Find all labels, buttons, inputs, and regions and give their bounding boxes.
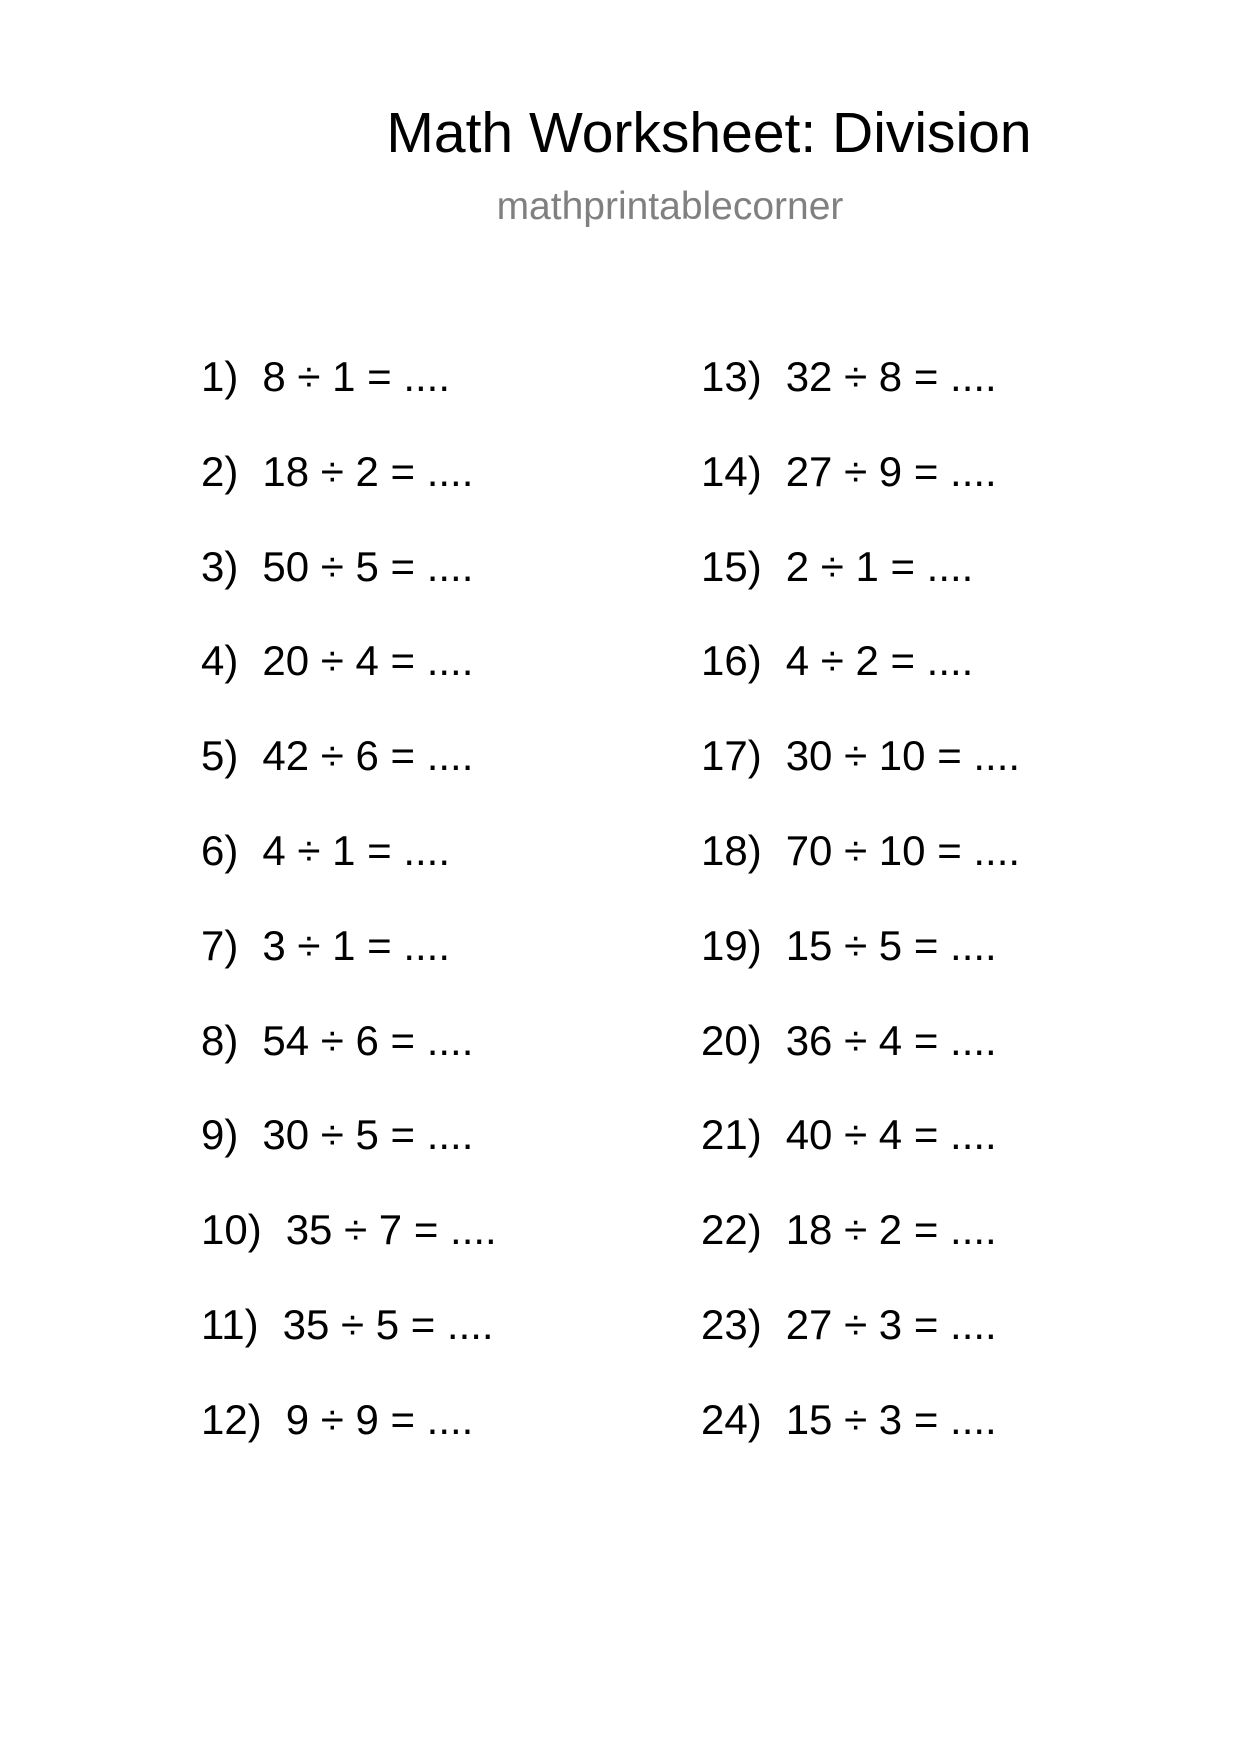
page-title: Math Worksheet: Division — [386, 101, 1032, 165]
problem-expression: 2 ÷ 1 = .... — [785, 542, 974, 590]
problem-expression: 20 ÷ 4 = .... — [262, 637, 474, 685]
problem-21 — [701, 1111, 1020, 1206]
problem-expression: 35 ÷ 7 = .... — [285, 1206, 497, 1254]
problem-column-left — [201, 353, 497, 1491]
problem-12 — [201, 1396, 497, 1491]
problem-number: 7) — [201, 921, 239, 969]
problem-number: 24) — [701, 1395, 762, 1443]
problem-number: 17) — [701, 732, 762, 780]
problem-7 — [201, 922, 497, 1017]
problem-9 — [201, 1111, 497, 1206]
problem-23 — [701, 1301, 1020, 1396]
problem-number: 19) — [701, 921, 762, 969]
problem-expression: 40 ÷ 4 = .... — [785, 1111, 997, 1159]
problem-14 — [701, 448, 1020, 543]
problem-number: 6) — [201, 826, 239, 874]
problem-19 — [701, 922, 1020, 1017]
problem-column-right — [701, 353, 1020, 1491]
problem-number: 22) — [701, 1206, 762, 1254]
problem-4 — [201, 637, 497, 732]
problem-number: 14) — [701, 447, 762, 495]
problem-number: 18) — [701, 826, 762, 874]
problem-expression: 36 ÷ 4 = .... — [785, 1016, 997, 1064]
problem-number: 1) — [201, 353, 239, 400]
problem-number: 20) — [701, 1016, 762, 1064]
problem-expression: 50 ÷ 5 = .... — [262, 542, 474, 590]
problem-number: 8) — [201, 1016, 239, 1064]
problem-number: 13) — [701, 353, 762, 400]
problem-6 — [201, 827, 497, 922]
problem-17 — [701, 732, 1020, 827]
problem-expression: 42 ÷ 6 = .... — [262, 732, 474, 780]
problem-20 — [701, 1017, 1020, 1112]
problem-10 — [201, 1206, 497, 1301]
problem-expression: 4 ÷ 2 = .... — [785, 637, 974, 685]
problem-number: 4) — [201, 637, 239, 685]
problem-expression: 18 ÷ 2 = .... — [785, 1206, 997, 1254]
problem-3 — [201, 543, 497, 638]
problem-expression: 70 ÷ 10 = .... — [785, 826, 1021, 874]
problem-13 — [701, 353, 1020, 448]
problem-number: 10) — [201, 1206, 262, 1254]
problem-number: 21) — [701, 1111, 762, 1159]
problem-number: 3) — [201, 542, 239, 590]
problem-22 — [701, 1206, 1020, 1301]
problem-number: 23) — [701, 1300, 762, 1348]
problem-1 — [201, 353, 497, 448]
problem-number: 11) — [201, 1300, 259, 1348]
problem-expression: 54 ÷ 6 = .... — [262, 1016, 474, 1064]
problem-number: 12) — [201, 1395, 262, 1443]
problem-number: 15) — [701, 542, 762, 590]
problem-number: 9) — [201, 1111, 239, 1159]
problem-expression: 4 ÷ 1 = .... — [262, 826, 451, 874]
problem-8 — [201, 1017, 497, 1112]
problem-expression: 15 ÷ 5 = .... — [785, 921, 997, 969]
problem-expression: 30 ÷ 10 = .... — [785, 732, 1021, 780]
problem-16 — [701, 637, 1020, 732]
problem-expression: 35 ÷ 5 = .... — [282, 1300, 494, 1348]
problem-15 — [701, 543, 1020, 638]
site-name: mathprintablecorner — [496, 185, 844, 228]
problem-expression: 27 ÷ 9 = .... — [785, 447, 997, 495]
problem-5 — [201, 732, 497, 827]
problem-expression: 27 ÷ 3 = .... — [785, 1300, 997, 1348]
problem-18 — [701, 827, 1020, 922]
problem-expression: 15 ÷ 3 = .... — [785, 1395, 997, 1443]
problem-number: 16) — [701, 637, 762, 685]
problem-number: 5) — [201, 732, 239, 780]
problem-24 — [701, 1396, 1020, 1491]
problem-expression: 9 ÷ 9 = .... — [285, 1395, 474, 1443]
problem-number: 2) — [201, 447, 239, 495]
problem-2 — [201, 448, 497, 543]
problem-expression: 3 ÷ 1 = .... — [262, 921, 451, 969]
problem-expression: 18 ÷ 2 = .... — [262, 447, 474, 495]
problem-11 — [201, 1301, 497, 1396]
problem-expression: 30 ÷ 5 = .... — [262, 1111, 474, 1159]
problem-expression: 32 ÷ 8 = .... — [785, 353, 997, 400]
problem-expression: 8 ÷ 1 = .... — [262, 353, 451, 400]
